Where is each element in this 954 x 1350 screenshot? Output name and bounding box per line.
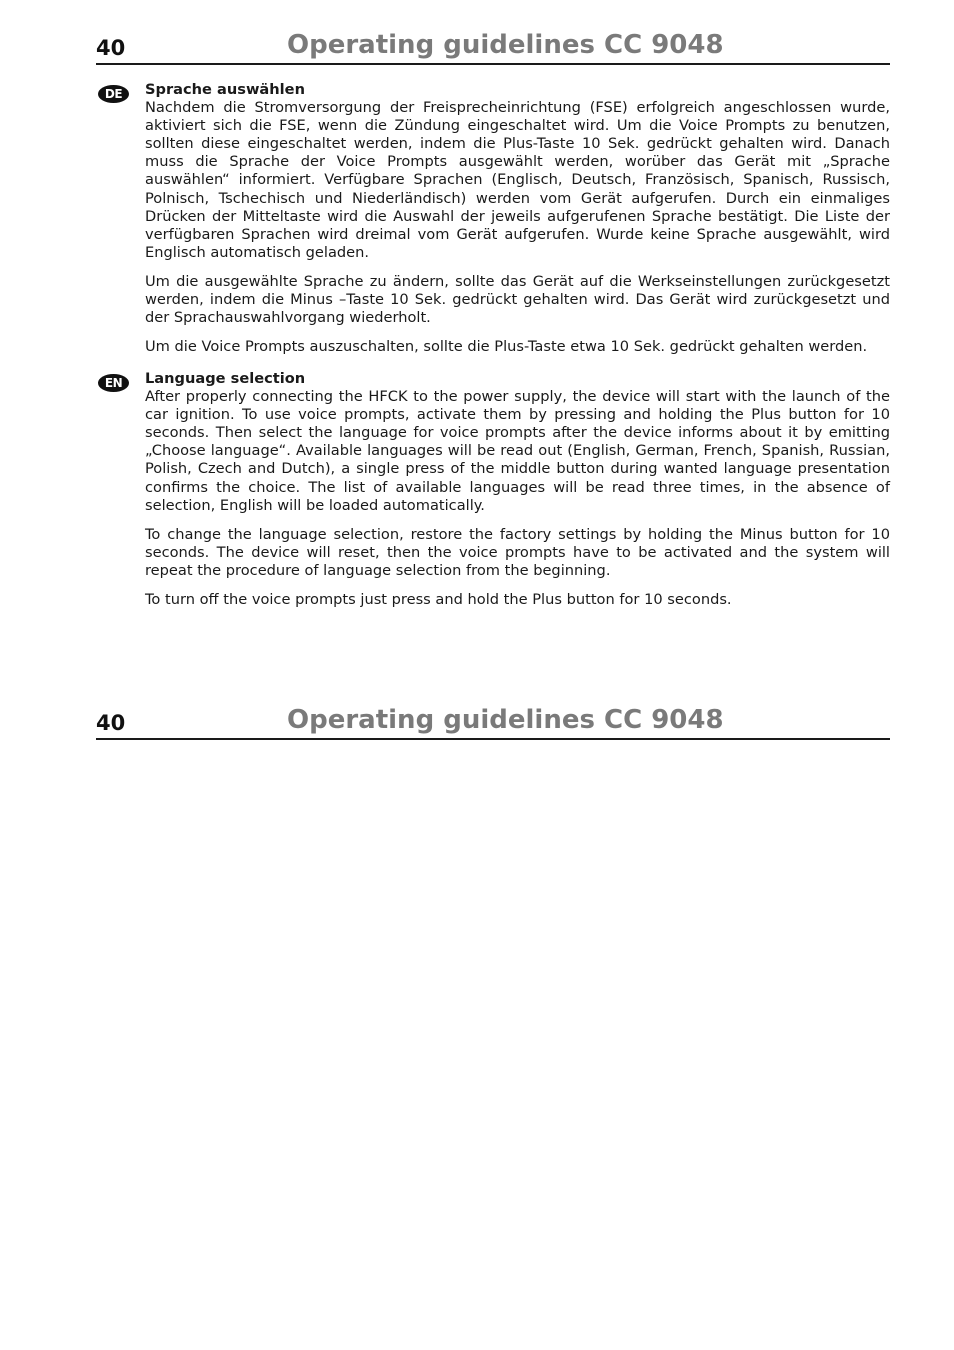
section-heading: Language selection (145, 370, 306, 387)
language-badge-en: EN (98, 374, 129, 392)
paragraph: To turn off the voice prompts just press and hold the Plus button for 10 seconds. (145, 591, 732, 609)
paragraph: Um die Voice Prompts auszuschalten, sollte die Plus-Taste etwa 10 Sek. gedrückt gehalten werden. (145, 338, 868, 356)
paragraph: After properly connecting the HFCK to the power supply, the device will start with the launch of the car ignition. To use voice prompts, activate them by pressing and holding the Plus button for 10 seconds. Then select the language for voice prompts after the device informs about it by emitting „Choose language“. Available languages will be read out (English, German, French, Spanish, Russian, Polish, Czech and Dutch), a single press of the middle button during wanted language presentation confirms the choice. The list of available languages will be read three times, in the absence of selection, English will be loaded automatically. (145, 388, 890, 514)
page-number: 40 (96, 36, 126, 60)
section-de (145, 81, 890, 367)
page-title: Operating guidelines CC 9048 (287, 705, 724, 735)
page-title: Operating guidelines CC 9048 (287, 30, 724, 60)
section-en (145, 370, 890, 620)
paragraph: To change the language selection, restore the factory settings by holding the Minus button for 10 seconds. The device will reset, then the voice prompts have to be activated and the system will repeat the procedure of language selection from the beginning. (145, 525, 890, 579)
page-header (96, 29, 890, 65)
page-number: 40 (96, 711, 126, 735)
page-header-repeat (96, 704, 890, 740)
section-heading: Sprache auswählen (145, 81, 305, 98)
language-badge-de: DE (98, 85, 129, 103)
paragraph: Nachdem die Stromversorgung der Freisprecheinrichtung (FSE) erfolgreich angeschlossen wurde, aktiviert sich die FSE, wenn die Zündung eingeschaltet wird. Um die Voice Prompts zu benutzen, sollten diese eingeschaltet werden, indem die Plus-Taste 10 Sek. gedrückt gehalten wird. Danach muss die Sprache der Voice Prompts ausgewählt werden, worüber das Gerät mit „Sprache auswählen“ informiert. Verfügbare Sprachen (Englisch, Deutsch, Französisch, Spanisch, Russisch, Polnisch, Tschechisch und Niederländisch) werden vom Gerät aufgerufen. Durch ein einmaliges Drücken der Mitteltaste wird die Auswahl der jeweils aufgerufenen Sprache bestätigt. Die Liste der verfügbaren Sprachen wird dreimal vom Gerät aufgerufen. Wurde keine Sprache ausgewählt, wird Englisch automatisch geladen. (145, 99, 890, 261)
paragraph: Um die ausgewählte Sprache zu ändern, sollte das Gerät auf die Werkseinstellungen zurückgesetzt werden, indem die Minus –Taste 10 Sek. gedrückt gehalten wird. Das Gerät wird zurückgesetzt und der Sprachauswahlvorgang wiederholt. (145, 272, 890, 327)
